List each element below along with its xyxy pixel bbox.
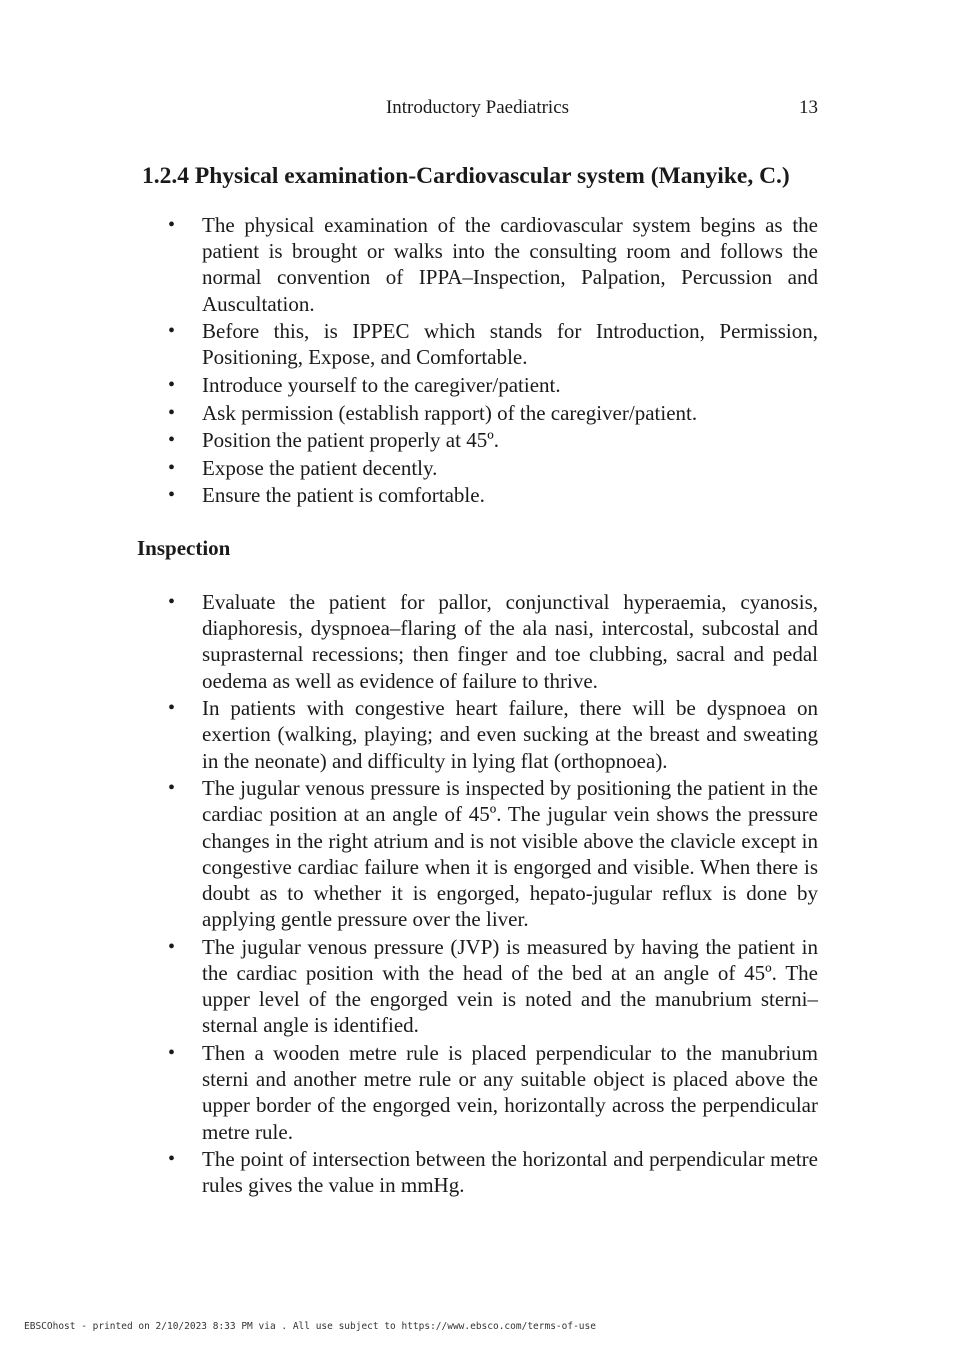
list-item: • In patients with congestive heart failure, there will be dyspnoea on exertion (walking, playing; and even sucking at the breast and sweating in the neonate) and difficulty in lying flat (orthopnoea).	[202, 695, 818, 774]
list-item: • The jugular venous pressure is inspected by positioning the patient in the cardiac position at an angle of 45º. The jugular vein shows the pressure changes in the right atrium and is not visible above the clavicle except in congestive cardiac failure when it is engorged and visible. When there is doubt as to whether it is engorged, hepato-jugular reflux is done by applying gentle pressure over the liver.	[202, 775, 818, 932]
list-item: • Expose the patient decently.	[202, 455, 818, 481]
intro-bullet-list	[202, 212, 818, 510]
list-item: • Evaluate the patient for pallor, conjunctival hyperaemia, cyanosis, diaphoresis, dyspnoea–flaring of the ala nasi, intercostal, subcostal and suprasternal recessions; then finger and toe clubbing, sacral and pedal oedema as well as evidence of failure to thrive.	[202, 589, 818, 694]
inspection-bullet-list	[202, 589, 818, 1200]
list-item: • Ask permission (establish rapport) of the caregiver/patient.	[202, 400, 818, 426]
section-title: 1.2.4 Physical examination-Cardiovascular system (Manyike, C.)	[142, 163, 790, 189]
list-item: • The jugular venous pressure (JVP) is measured by having the patient in the cardiac position with the head of the bed at an angle of 45º. The upper level of the engorged vein is noted and the manubrium sterni–sternal angle is identified.	[202, 934, 818, 1039]
page-number: 13	[799, 97, 818, 118]
list-item: • Position the patient properly at 45º.	[202, 427, 818, 453]
running-title: Introductory Paediatrics	[385, 97, 570, 118]
inspection-heading: Inspection	[137, 536, 231, 560]
list-item: • Then a wooden metre rule is placed perpendicular to the manubrium sterni and another metre rule or any suitable object is placed above the upper border of the engorged vein, horizontally across the perpendicular metre rule.	[202, 1040, 818, 1145]
list-item: • Ensure the patient is comfortable.	[202, 482, 818, 508]
running-header	[0, 97, 955, 121]
list-item: • Before this, is IPPEC which stands for Introduction, Permission, Positioning, Expose, and Comfortable.	[202, 318, 818, 370]
list-item: • The physical examination of the cardiovascular system begins as the patient is brought or walks into the consulting room and follows the normal convention of IPPA–Inspection, Palpation, Percussion and Auscultation.	[202, 212, 818, 317]
list-item: • Introduce yourself to the caregiver/patient.	[202, 372, 818, 398]
print-footer: EBSCOhost - printed on 2/10/2023 8:33 PM via . All use subject to https://www.ebsco.com/terms-of-use	[24, 1321, 596, 1332]
list-item: • The point of intersection between the horizontal and perpendicular metre rules gives the value in mmHg.	[202, 1146, 818, 1198]
